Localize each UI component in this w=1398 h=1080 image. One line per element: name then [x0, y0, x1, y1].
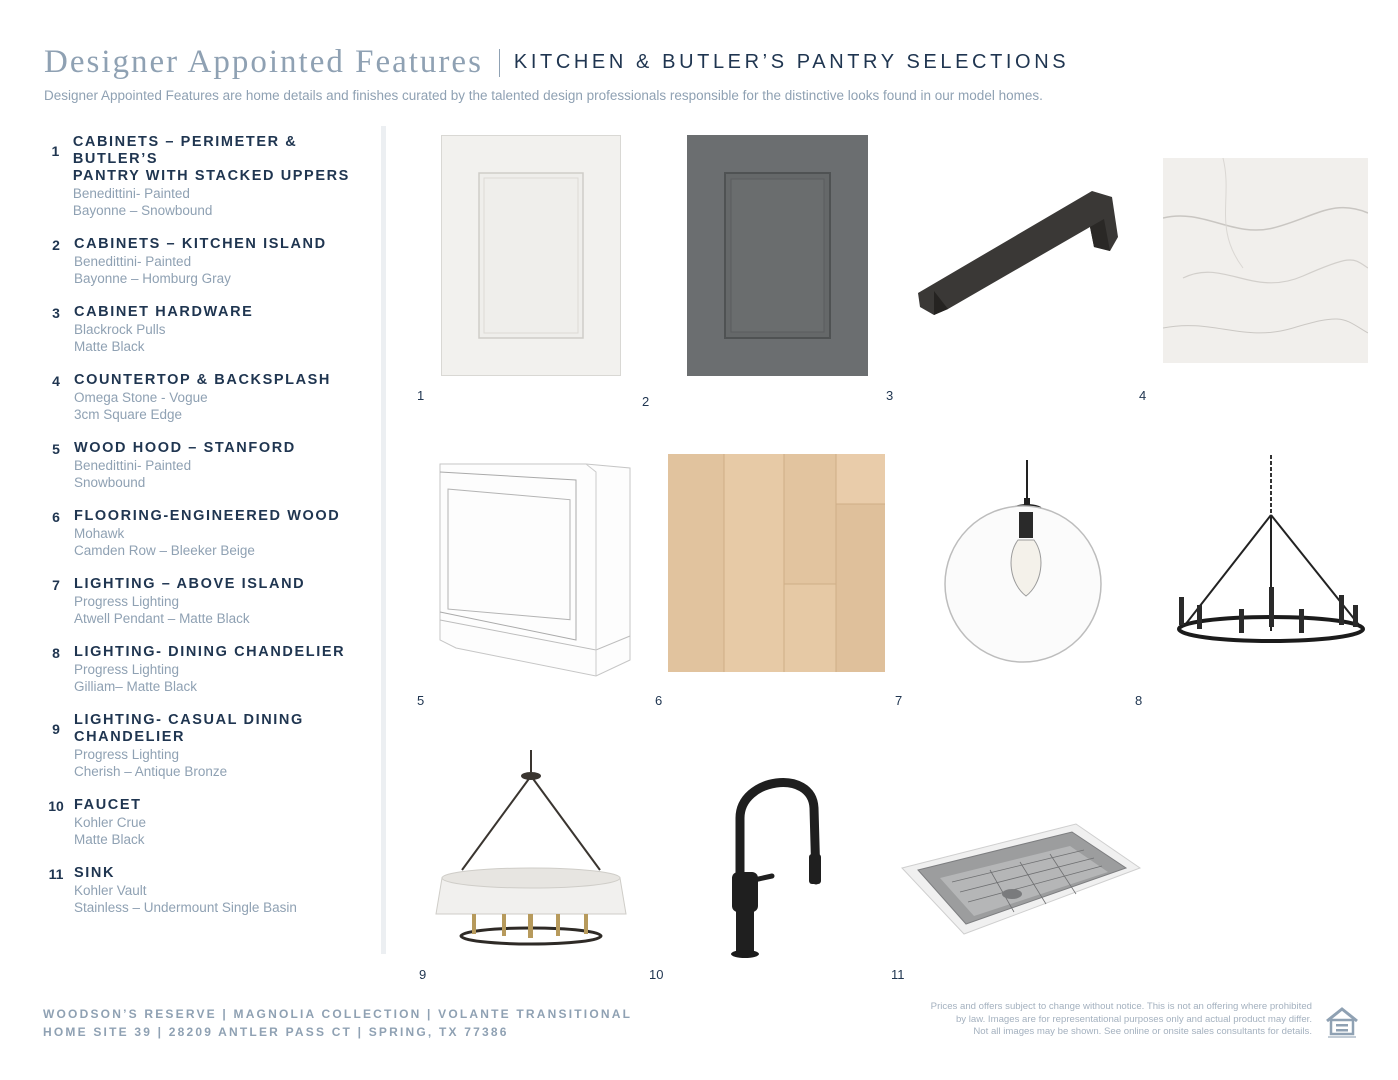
feature-item: [38, 576, 378, 627]
image-label: 7: [895, 693, 903, 708]
feature-title: CABINETS – PERIMETER & BUTLER’S: [72, 134, 298, 167]
image-label: 8: [1135, 693, 1143, 708]
wood-flooring-image: [668, 454, 885, 672]
image-label: 4: [1139, 388, 1147, 403]
vertical-divider: [381, 126, 386, 954]
feature-item: [38, 712, 378, 780]
marble-countertop-image: [1163, 158, 1368, 363]
feature-number: 3: [52, 305, 60, 321]
feature-title: LIGHTING- CASUAL DINING: [74, 712, 304, 728]
feature-number: 1: [51, 143, 60, 159]
feature-detail: Benedittini- Painted: [74, 254, 192, 269]
feature-number: 5: [52, 441, 60, 457]
page-header: [44, 44, 1364, 103]
white-cabinet-door-image: [441, 135, 621, 376]
feature-detail: Mohawk: [74, 526, 125, 541]
feature-item: [38, 865, 378, 916]
feature-item: [38, 236, 378, 287]
feature-title: COUNTERTOP & BACKSPLASH: [74, 372, 332, 388]
title-row: [44, 44, 1364, 81]
disclaimer-line: Prices and offers subject to change without notice. This is not an offering where prohibited: [930, 1001, 1312, 1012]
drum-chandelier-image: [432, 750, 630, 946]
address-line: HOME SITE 39 | 28209 ANTLER PASS CT | SPRING, TX 77386: [43, 1025, 509, 1039]
disclaimer-line: Not all images may be shown. See online or onsite sales consultants for details.: [973, 1026, 1312, 1037]
feature-number: 8: [52, 645, 60, 661]
feature-title: WOOD HOOD – STANFORD: [74, 440, 296, 456]
feature-title: FLOORING-ENGINEERED WOOD: [74, 508, 341, 524]
page-subtitle: KITCHEN & BUTLER’S PANTRY SELECTIONS: [513, 51, 1070, 73]
feature-title: CABINET HARDWARE: [74, 304, 254, 320]
feature-detail: Blackrock Pulls: [74, 322, 166, 337]
feature-title-cont: PANTRY WITH STACKED UPPERS: [72, 168, 350, 184]
feature-detail: Stainless – Undermount Single Basin: [74, 900, 297, 915]
feature-detail: Snowbound: [74, 475, 146, 490]
feature-title: SINK: [74, 865, 116, 881]
cabinet-pull-image: [914, 185, 1120, 317]
feature-detail: Gilliam– Matte Black: [74, 679, 198, 694]
feature-title: LIGHTING- DINING CHANDELIER: [74, 644, 346, 660]
image-label: 2: [642, 394, 650, 409]
feature-detail: Kohler Crue: [74, 815, 147, 830]
image-label: 5: [417, 693, 425, 708]
image-label: 6: [655, 693, 663, 708]
feature-detail: Kohler Vault: [74, 883, 147, 898]
feature-title: FAUCET: [74, 797, 142, 813]
image-label: 10: [649, 967, 664, 982]
feature-detail: Omega Stone - Vogue: [74, 390, 208, 405]
feature-number: 10: [48, 798, 64, 814]
feature-detail: Benedittini- Painted: [74, 458, 192, 473]
feature-item: [38, 372, 378, 423]
feature-number: 6: [52, 509, 60, 525]
community-info: [43, 1005, 632, 1041]
image-label: 1: [417, 388, 425, 403]
feature-title: CABINETS – KITCHEN ISLAND: [74, 236, 327, 252]
feature-title: LIGHTING – ABOVE ISLAND: [74, 576, 306, 592]
disclaimer-line: by law. Images are for representational purposes only and actual product may differ.: [955, 1013, 1312, 1025]
feature-item: [38, 644, 378, 695]
feature-detail: Progress Lighting: [74, 747, 180, 762]
image-label: 9: [419, 967, 427, 982]
feature-item: [38, 304, 378, 355]
community-line: WOODSON’S RESERVE | MAGNOLIA COLLECTION | VOLANTE TRANSITIONAL: [43, 1007, 633, 1021]
wood-hood-drawing-image: [436, 460, 634, 680]
feature-number: 4: [52, 373, 60, 389]
feature-item: [38, 797, 378, 848]
feature-number: 7: [52, 577, 60, 593]
feature-number: 11: [48, 866, 64, 882]
intro-text: Designer Appointed Features are home details and finishes curated by the talented design professionals responsible for the distinctive looks found in our model homes.: [44, 88, 1043, 103]
disclaimer: [872, 1001, 1312, 1039]
feature-number: 2: [52, 237, 60, 253]
image-label: 3: [886, 388, 894, 403]
feature-detail: 3cm Square Edge: [74, 407, 183, 422]
dining-chandelier-image: [1175, 455, 1369, 645]
feature-detail: Progress Lighting: [74, 594, 180, 609]
title-separator: [499, 49, 500, 77]
globe-pendant-image: [940, 460, 1106, 666]
feature-detail: Camden Row – Bleeker Beige: [74, 543, 255, 558]
feature-detail: Cherish – Antique Bronze: [74, 764, 228, 779]
faucet-image: [722, 768, 826, 960]
feature-detail: Matte Black: [74, 832, 145, 847]
feature-detail: Bayonne – Snowbound: [72, 203, 213, 218]
image-label: 11: [891, 967, 905, 982]
feature-detail: Progress Lighting: [74, 662, 180, 677]
feature-detail: Bayonne – Homburg Gray: [74, 271, 231, 286]
feature-item: [38, 508, 378, 559]
feature-list: [38, 134, 378, 933]
feature-detail: Benedittini- Painted: [72, 186, 190, 201]
page-title: Designer Appointed Features: [44, 44, 483, 80]
equal-housing-opportunity-icon: [1324, 1006, 1360, 1040]
feature-detail: Matte Black: [74, 339, 145, 354]
feature-item: [38, 134, 378, 219]
feature-title-cont: CHANDELIER: [74, 729, 186, 745]
feature-item: [38, 440, 378, 491]
feature-number: 9: [52, 721, 60, 737]
undermount-sink-image: [900, 818, 1142, 938]
gray-cabinet-door-image: [687, 135, 868, 376]
feature-detail: Atwell Pendant – Matte Black: [74, 611, 250, 626]
